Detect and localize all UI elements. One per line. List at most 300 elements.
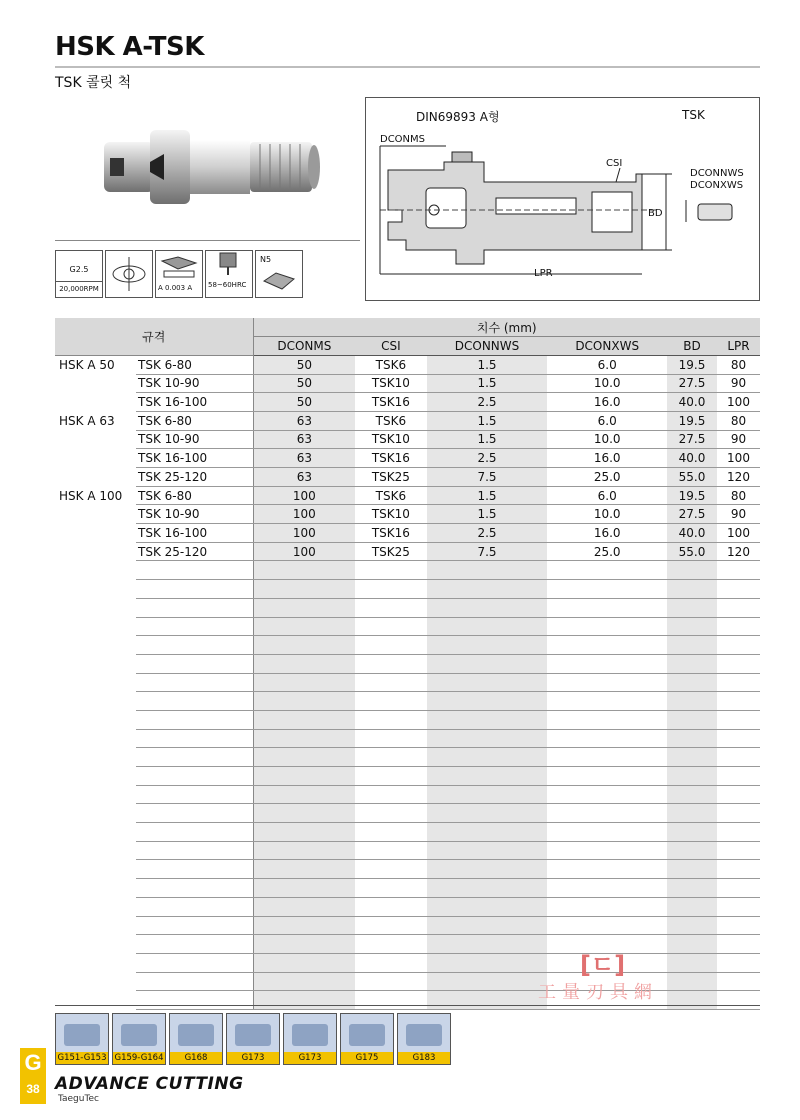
- value-cell: [253, 654, 355, 673]
- value-cell: [547, 860, 666, 879]
- value-cell: [253, 879, 355, 898]
- value-cell: [667, 860, 717, 879]
- size-cell: TSK 25-120: [136, 542, 253, 561]
- value-cell: [667, 879, 717, 898]
- value-cell: [547, 804, 666, 823]
- label-bd: BD: [648, 208, 663, 219]
- empty-row: [55, 710, 760, 729]
- reference-item[interactable]: [397, 1013, 451, 1065]
- brand-logo: ADVANCE CUTTING: [55, 1074, 244, 1094]
- value-cell: TSK10: [355, 430, 426, 449]
- value-cell: [253, 972, 355, 991]
- value-cell: 10.0: [547, 430, 666, 449]
- size-cell: [136, 785, 253, 804]
- reference-label: G173: [284, 1052, 336, 1064]
- page-number: 38: [26, 1082, 40, 1096]
- empty-row: [55, 935, 760, 954]
- size-cell: [136, 860, 253, 879]
- model-cell: [55, 673, 136, 692]
- size-cell: [136, 879, 253, 898]
- value-cell: 55.0: [667, 542, 717, 561]
- size-cell: TSK 16-100: [136, 524, 253, 543]
- value-cell: [427, 879, 548, 898]
- value-cell: 25.0: [547, 542, 666, 561]
- collet-icon: [64, 1024, 100, 1046]
- value-cell: 1.5: [427, 430, 548, 449]
- value-cell: 10.0: [547, 374, 666, 393]
- size-cell: [136, 841, 253, 860]
- value-cell: [547, 897, 666, 916]
- model-cell: [55, 393, 136, 412]
- label-dconnws: DCONNWS: [690, 168, 744, 179]
- bottom-divider: [55, 1005, 760, 1006]
- value-cell: TSK16: [355, 393, 426, 412]
- brand-company: TaeguTec: [58, 1094, 99, 1104]
- value-cell: [355, 767, 426, 786]
- reference-item[interactable]: [283, 1013, 337, 1065]
- surface-finish-icon: [255, 250, 303, 298]
- value-cell: [427, 860, 548, 879]
- value-cell: TSK6: [355, 411, 426, 430]
- value-cell: [253, 991, 355, 1010]
- runout-datum-a: A: [158, 284, 163, 292]
- page-subtitle: TSK 콜릿 척: [55, 75, 132, 91]
- table-row: [55, 411, 760, 430]
- value-cell: [427, 580, 548, 599]
- value-cell: [717, 879, 760, 898]
- value-cell: [427, 748, 548, 767]
- value-cell: [427, 785, 548, 804]
- model-cell: [55, 767, 136, 786]
- value-cell: TSK16: [355, 449, 426, 468]
- value-cell: 6.0: [547, 411, 666, 430]
- size-cell: [136, 897, 253, 916]
- value-cell: [717, 729, 760, 748]
- value-cell: [547, 823, 666, 842]
- value-cell: 1.5: [427, 355, 548, 374]
- value-cell: 40.0: [667, 449, 717, 468]
- value-cell: [253, 935, 355, 954]
- model-cell: [55, 636, 136, 655]
- model-cell: [55, 953, 136, 972]
- hardness-tester-icon: [206, 251, 252, 279]
- value-cell: [355, 673, 426, 692]
- value-cell: [547, 748, 666, 767]
- surface-finish: N5: [260, 255, 272, 264]
- value-cell: [253, 636, 355, 655]
- value-cell: [355, 561, 426, 580]
- value-cell: 19.5: [667, 486, 717, 505]
- empty-row: [55, 897, 760, 916]
- value-cell: 27.5: [667, 505, 717, 524]
- empty-row: [55, 823, 760, 842]
- value-cell: 2.5: [427, 393, 548, 412]
- empty-row: [55, 673, 760, 692]
- value-cell: [667, 804, 717, 823]
- value-cell: [355, 879, 426, 898]
- model-cell: [55, 430, 136, 449]
- value-cell: [667, 636, 717, 655]
- balance-grade: G2.5: [69, 265, 89, 274]
- value-cell: [717, 580, 760, 599]
- value-cell: [355, 654, 426, 673]
- technical-drawing: [365, 97, 760, 301]
- model-cell: [55, 748, 136, 767]
- value-cell: 16.0: [547, 524, 666, 543]
- model-cell: [55, 561, 136, 580]
- value-cell: [427, 654, 548, 673]
- size-cell: TSK 16-100: [136, 393, 253, 412]
- size-cell: [136, 972, 253, 991]
- value-cell: [427, 767, 548, 786]
- value-cell: [427, 598, 548, 617]
- value-cell: 120: [717, 468, 760, 487]
- reference-item[interactable]: [55, 1013, 109, 1065]
- reference-item[interactable]: [340, 1013, 394, 1065]
- value-cell: [355, 729, 426, 748]
- value-cell: [667, 823, 717, 842]
- value-cell: TSK25: [355, 542, 426, 561]
- value-cell: 2.5: [427, 524, 548, 543]
- value-cell: [427, 710, 548, 729]
- value-cell: [427, 823, 548, 842]
- value-cell: [253, 580, 355, 599]
- section-tab: [20, 1048, 46, 1104]
- label-dconms: DCONMS: [380, 134, 426, 145]
- value-cell: [355, 897, 426, 916]
- value-cell: 100: [717, 524, 760, 543]
- reference-label: G183: [398, 1052, 450, 1064]
- empty-row: [55, 841, 760, 860]
- value-cell: 27.5: [667, 430, 717, 449]
- empty-row: [55, 953, 760, 972]
- empty-row: [55, 748, 760, 767]
- value-cell: 16.0: [547, 449, 666, 468]
- cone-icon: [156, 251, 202, 281]
- value-cell: [427, 897, 548, 916]
- value-cell: 19.5: [667, 355, 717, 374]
- value-cell: [547, 767, 666, 786]
- size-cell: TSK 16-100: [136, 449, 253, 468]
- value-cell: 90: [717, 505, 760, 524]
- reference-label: G175: [341, 1052, 393, 1064]
- value-cell: [717, 673, 760, 692]
- value-cell: [355, 972, 426, 991]
- table-row: [55, 374, 760, 393]
- value-cell: [667, 598, 717, 617]
- model-cell: HSK A 100: [59, 488, 123, 503]
- value-cell: [427, 804, 548, 823]
- value-cell: [547, 879, 666, 898]
- model-cell: HSK A 63: [59, 413, 115, 428]
- value-cell: [717, 617, 760, 636]
- value-cell: 63: [253, 430, 355, 449]
- empty-row: [55, 916, 760, 935]
- empty-row: [55, 767, 760, 786]
- value-cell: 1.5: [427, 505, 548, 524]
- product-photo: [92, 110, 352, 220]
- value-cell: [547, 785, 666, 804]
- value-cell: 7.5: [427, 542, 548, 561]
- value-cell: [253, 841, 355, 860]
- value-cell: TSK6: [355, 355, 426, 374]
- value-cell: [547, 654, 666, 673]
- value-cell: 80: [717, 486, 760, 505]
- spec-icons: [55, 250, 303, 298]
- value-cell: 50: [253, 355, 355, 374]
- page-title: HSK A-TSK: [55, 32, 204, 62]
- value-cell: [667, 654, 717, 673]
- empty-row: [55, 860, 760, 879]
- size-cell: [136, 991, 253, 1010]
- value-cell: [427, 991, 548, 1010]
- col-csi: CSI: [355, 337, 426, 356]
- empty-row: [55, 598, 760, 617]
- empty-row: [55, 654, 760, 673]
- value-cell: [355, 710, 426, 729]
- value-cell: 80: [717, 411, 760, 430]
- reference-label: G151-G153: [57, 1053, 107, 1063]
- value-cell: [355, 991, 426, 1010]
- value-cell: [717, 916, 760, 935]
- value-cell: [717, 748, 760, 767]
- value-cell: [717, 953, 760, 972]
- value-cell: [667, 935, 717, 954]
- size-cell: TSK 10-90: [136, 430, 253, 449]
- table-row: [55, 542, 760, 561]
- model-cell: [55, 729, 136, 748]
- value-cell: [717, 561, 760, 580]
- value-cell: [427, 617, 548, 636]
- size-cell: TSK 6-80: [136, 486, 253, 505]
- value-cell: 6.0: [547, 355, 666, 374]
- photo-divider: [55, 240, 360, 241]
- value-cell: [355, 598, 426, 617]
- model-cell: [55, 860, 136, 879]
- value-cell: [355, 692, 426, 711]
- table-header-row: [55, 318, 760, 337]
- value-cell: [667, 580, 717, 599]
- value-cell: [253, 860, 355, 879]
- value-cell: 16.0: [547, 393, 666, 412]
- value-cell: [717, 598, 760, 617]
- value-cell: [253, 598, 355, 617]
- reference-label: G168: [170, 1052, 222, 1064]
- table-row: [55, 486, 760, 505]
- value-cell: [547, 841, 666, 860]
- model-cell: [55, 449, 136, 468]
- size-cell: [136, 729, 253, 748]
- value-cell: [355, 935, 426, 954]
- value-cell: [667, 748, 717, 767]
- empty-row: [55, 561, 760, 580]
- model-cell: [55, 897, 136, 916]
- model-cell: [55, 991, 136, 1010]
- pull-stud-icon: [292, 1024, 328, 1046]
- model-cell: [55, 823, 136, 842]
- empty-row: [55, 804, 760, 823]
- model-cell: [55, 804, 136, 823]
- value-cell: [427, 673, 548, 692]
- watermark-logo-icon: [ㄷ]: [580, 951, 626, 979]
- value-cell: [667, 710, 717, 729]
- size-cell: [136, 692, 253, 711]
- value-cell: [253, 767, 355, 786]
- value-cell: [717, 860, 760, 879]
- size-cell: [136, 617, 253, 636]
- reference-item[interactable]: [169, 1013, 223, 1065]
- value-cell: TSK10: [355, 374, 426, 393]
- value-cell: [717, 785, 760, 804]
- drawing-lines: [366, 98, 759, 300]
- section-letter: G: [24, 1050, 42, 1075]
- manual-icon: [406, 1024, 442, 1046]
- value-cell: 63: [253, 449, 355, 468]
- fixture-icon: [178, 1024, 214, 1046]
- col-dconms: DCONMS: [253, 337, 355, 356]
- value-cell: 50: [253, 393, 355, 412]
- value-cell: [717, 654, 760, 673]
- label-dconxws: DCONXWS: [690, 180, 744, 191]
- value-cell: [667, 897, 717, 916]
- value-cell: 90: [717, 430, 760, 449]
- empty-row: [55, 785, 760, 804]
- model-cell: [55, 598, 136, 617]
- value-cell: [547, 561, 666, 580]
- model-cell: [55, 710, 136, 729]
- spanner-icon: [349, 1024, 385, 1046]
- model-cell: [55, 785, 136, 804]
- value-cell: 50: [253, 374, 355, 393]
- value-cell: [547, 617, 666, 636]
- value-cell: [355, 617, 426, 636]
- value-cell: [547, 580, 666, 599]
- value-cell: [717, 897, 760, 916]
- spec-table-body: [55, 355, 760, 1009]
- value-cell: 55.0: [667, 468, 717, 487]
- label-csi: CSI: [606, 158, 623, 169]
- value-cell: TSK25: [355, 468, 426, 487]
- value-cell: 10.0: [547, 505, 666, 524]
- spec-table: [55, 318, 760, 1010]
- value-cell: [427, 916, 548, 935]
- size-cell: TSK 6-80: [136, 411, 253, 430]
- value-cell: 100: [253, 542, 355, 561]
- value-cell: [667, 972, 717, 991]
- value-cell: [427, 972, 548, 991]
- holder-icon: [121, 1024, 157, 1046]
- label-lpr: LPR: [534, 268, 553, 279]
- table-row: [55, 468, 760, 487]
- col-bd: BD: [667, 337, 717, 356]
- value-cell: 120: [717, 542, 760, 561]
- value-cell: [253, 673, 355, 692]
- value-cell: TSK16: [355, 524, 426, 543]
- value-cell: [253, 785, 355, 804]
- ring-icon: [106, 251, 152, 297]
- value-cell: [667, 767, 717, 786]
- value-cell: [427, 953, 548, 972]
- value-cell: [717, 692, 760, 711]
- value-cell: [355, 860, 426, 879]
- value-cell: [427, 729, 548, 748]
- size-cell: [136, 748, 253, 767]
- value-cell: [253, 561, 355, 580]
- size-cell: TSK 6-80: [136, 355, 253, 374]
- drawing-type: TSK: [682, 108, 705, 122]
- value-cell: [253, 953, 355, 972]
- empty-row: [55, 636, 760, 655]
- size-cell: TSK 25-120: [136, 468, 253, 487]
- model-cell: [55, 916, 136, 935]
- value-cell: 27.5: [667, 374, 717, 393]
- col-dconnws: DCONNWS: [427, 337, 548, 356]
- value-cell: [717, 767, 760, 786]
- value-cell: 25.0: [547, 468, 666, 487]
- value-cell: 2.5: [427, 449, 548, 468]
- value-cell: [427, 561, 548, 580]
- value-cell: 100: [717, 393, 760, 412]
- model-cell: [55, 972, 136, 991]
- value-cell: [427, 935, 548, 954]
- value-cell: [427, 692, 548, 711]
- drawing-standard: DIN69893 A형: [416, 110, 500, 124]
- size-cell: [136, 654, 253, 673]
- t-wrench-icon: [235, 1024, 271, 1046]
- value-cell: [717, 710, 760, 729]
- value-cell: [667, 991, 717, 1010]
- value-cell: [667, 916, 717, 935]
- reference-label: G159-G164: [114, 1053, 164, 1063]
- model-cell: [55, 468, 136, 487]
- model-cell: [55, 617, 136, 636]
- value-cell: 1.5: [427, 411, 548, 430]
- value-cell: [547, 636, 666, 655]
- size-cell: [136, 580, 253, 599]
- size-cell: [136, 561, 253, 580]
- empty-row: [55, 617, 760, 636]
- size-cell: TSK 10-90: [136, 374, 253, 393]
- value-cell: [355, 785, 426, 804]
- hardness-value: 58~60HRC: [208, 281, 247, 289]
- value-cell: 63: [253, 468, 355, 487]
- value-cell: 40.0: [667, 393, 717, 412]
- value-cell: [253, 804, 355, 823]
- value-cell: TSK6: [355, 486, 426, 505]
- value-cell: 6.0: [547, 486, 666, 505]
- reference-item[interactable]: [112, 1013, 166, 1065]
- size-cell: [136, 710, 253, 729]
- value-cell: [717, 841, 760, 860]
- model-cell: [55, 841, 136, 860]
- value-cell: [667, 561, 717, 580]
- size-cell: [136, 767, 253, 786]
- value-cell: [253, 729, 355, 748]
- value-cell: [667, 729, 717, 748]
- model-cell: [55, 692, 136, 711]
- reference-item[interactable]: [226, 1013, 280, 1065]
- value-cell: [355, 953, 426, 972]
- value-cell: [253, 710, 355, 729]
- size-cell: [136, 673, 253, 692]
- model-cell: [55, 654, 136, 673]
- value-cell: 7.5: [427, 468, 548, 487]
- value-cell: TSK10: [355, 505, 426, 524]
- value-cell: [355, 580, 426, 599]
- size-cell: [136, 823, 253, 842]
- value-cell: [667, 785, 717, 804]
- size-cell: [136, 953, 253, 972]
